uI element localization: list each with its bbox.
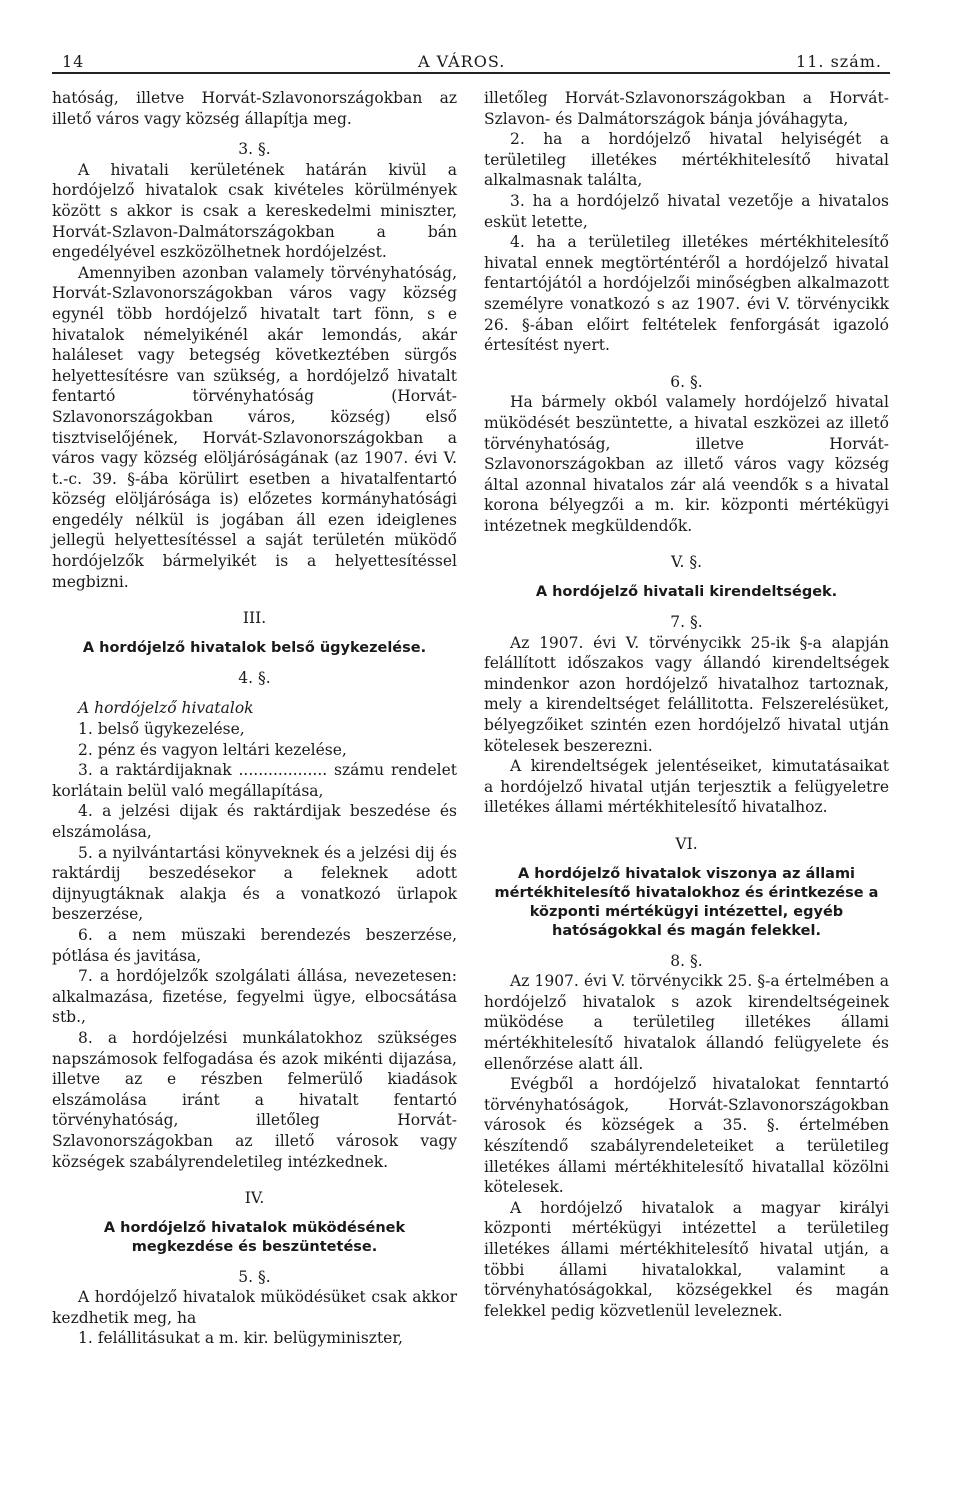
list-item-r2: 2. ha a hordójelző hivatal helyiségét a területileg illetékes mértékhitelesítő hivatal alkalmasnak találta, [484, 130, 889, 190]
left-column [52, 88, 457, 1349]
paragraph-8-3: A hordójelző hivatalok a magyar királyi központi mértékügyi intézettel a területileg illetékes állami mértékhitelesítő hivatal utján, a többi állami hivatalokkal, valamint a törvényhatóságokkal, községekkel és magán felekkel pedig közvetlenül leveleznek. [484, 1198, 889, 1320]
list-item-8: 8. a hordójelzési munkálatokhoz szükséges napszámosok felfogadása és azok mikénti dijazása, illetve az e részben felmerülő kiadások elszámolása iránt a hivatalt fentartó törvényhatóság, illetőleg Horvát-Szlavonországokban az illető városok vagy községek szabályrendeletileg intézkednek. [52, 1028, 457, 1171]
list-item-4: 4. a jelzési dijak és raktárdijak beszedése és elszámolása, [52, 802, 457, 841]
list-lead: A hordójelző hivatalok [78, 699, 254, 718]
paragraph-5-1: A hordójelző hivatalok müködésüket csak akkor kezdhetik meg, ha [52, 1288, 457, 1327]
chapter-heading-6: A hordójelző hivatalok viszonya az állami mértékhitelesítő hivatalokhoz és érintkezése a központi mértékügyi intézettel, egyéb hatóságokkal és magán felekkel. [494, 865, 879, 939]
page-number: 14 [62, 52, 85, 71]
paragraph-6: Ha bármely okból valamely hordójelző hivatal müködését beszüntette, a hivatal eszközei az illető törvényhatóság, illetve Horvát-Szlavonországokban az illető város vagy község által azonnal hivatalos zár alá veendők s a hivatal korona bélyegzői a m. kir. központi mértékügyi intézetnek megküldendők. [484, 393, 889, 535]
section-mark-8: 8. §. [670, 951, 703, 970]
section-mark-5: 5. §. [238, 1267, 271, 1286]
list-item-7: 7. a hordójelzők szolgálati állása, nevezetesen: alkalmazása, fizetése, fegyelmi ügye, elbocsátása stb., [52, 967, 457, 1027]
right-column [484, 88, 889, 1321]
section-mark-4: 4. §. [238, 668, 271, 687]
header-rule [52, 72, 890, 74]
list-item-5: 5. a nyilvántartási könyveknek és a jelzési dij és raktárdij beszedésekor a feleknek adott dijnyugtáknak alakja és a vonatkozó ürlapok beszerzése, [52, 843, 457, 924]
list-item-3: 3. a raktárdijaknak .................. számu rendelet korlátain belül való megállapítása, [52, 761, 457, 800]
paragraph-7-2: A kirendeltségek jelentéseiket, kimutatásaikat a hordójelző hivatal utján terjesztik a felügyeletre illetékes állami mértékhitelesítő hivatalhoz. [484, 757, 889, 817]
paragraph-8-1: Az 1907. évi V. törvénycikk 25. §-a értelmében a hordójelző hivatalok s azok kirendeltségeinek müködése a területileg illetékes állami mértékhitelesítő hivatalok állandó felügyelete és ellenőrzése alatt áll. [484, 972, 889, 1073]
paragraph-continued: hatóság, illetve Horvát-Szlavonországokban az illető város vagy község állapítja meg. [52, 89, 457, 128]
list-item-r4: 4. ha a területileg illetékes mértékhitelesítő hivatal ennek megtörténtéről a hordójelző hivatal fentartójától a hordójelzői minőségben alkalmazott személyre vonatkozó s az 1907. évi V. törvénycikk 26. §-ában előirt feltételek fenforgását igazoló értesítést nyert. [484, 233, 889, 355]
list-item-2: 2. pénz és vagyon leltári kezelése, [78, 740, 347, 759]
paragraph-continued-right: illetőleg Horvát-Szlavonországokban a Horvát-Szlavon- és Dalmátországok bánja jóváhagyta, [484, 89, 889, 128]
list-item-r3: 3. ha a hordójelző hivatal vezetője a hivatalos esküt letette, [484, 191, 889, 231]
chapter-numeral-5: V. §. [670, 553, 702, 572]
paragraph-7-1: Az 1907. évi V. törvénycikk 25-ik §-a alapján felállított időszakos vagy állandó kirendeltségek mindenkor azon hordójelző hivatalhoz tartoznak, mely a kirendeltséget felállitotta. Felszerelésüket, bélyegzőiket szintén ezen hordójelző hivatal utján kötelesek beszerezni. [484, 633, 889, 755]
publication-title: A VÁROS. [418, 52, 506, 71]
chapter-heading-4: A hordójelző hivatalok müködésének megkezdése és beszüntetése. [103, 1219, 406, 1255]
issue-number: 11. szám. [796, 52, 882, 71]
list-item-1: 1. belső ügykezelése, [78, 720, 245, 739]
section-mark-6: 6. §. [670, 372, 703, 391]
paragraph-3-2: Amennyiben azonban valamely törvényhatóság, Horvát-Szlavonországokban város vagy község egynél több hordójelző hivatalt tart fönn, s e hivatalok némelyikénél akár lemondás, akár haláleset vagy betegség következtében sürgős helyettesítésre van szükség, a hordójelző hivatalt fentartó törvényhatóság (Horvát-Szlavonországokban város, község) első tisztviselőjének, Horvát-Szlavonországokban a város vagy község elöljáróságának (az 1907. évi V. t.-c. 39. §-ába körülirt esetben a hivatalfentartó község elöljárósága is) előzetes kormányhatósági engedély nélkül is jogában áll ezen ideiglenes jellegü helyettesítéssel a saját területén müködő hordójelzők bármelyikét is a helyettesítéssel megbizni. [52, 263, 457, 591]
chapter-heading-5: A hordójelző hivatali kirendeltségek. [535, 584, 838, 601]
chapter-heading-3: A hordójelző hivatalok belső ügykezelése. [82, 639, 427, 656]
list-item-5-1: 1. felállitásukat a m. kir. belügyminiszter, [78, 1329, 403, 1348]
section-mark-3: 3. §. [238, 140, 271, 159]
section-mark-7: 7. §. [670, 613, 703, 632]
page-header [58, 52, 890, 72]
chapter-numeral-3: III. [242, 609, 267, 628]
paragraph-8-2: Evégből a hordójelző hivatalokat fenntartó törvényhatóságok, Horvát-Szlavonországokban városok és községek a 35. §. értelmében készítendő szabályrendeleteiket a területileg illetékes állami mértékhitelesítő hivatallal közölni kötelesek. [484, 1075, 889, 1197]
chapter-numeral-6: VI. [675, 835, 698, 853]
paragraph-3-1: A hivatali kerületének határán kivül a hordójelző hivatalok csak kivételes körülmények között s akkor is csak a kereskedelmi miniszter, Horvát-Szlavon-Dalmátországokban a bán engedélyével eszközölhetnek hordójelzést. [52, 160, 457, 262]
list-item-6: 6. a nem müszaki berendezés beszerzése, pótlása és javitása, [52, 925, 457, 965]
chapter-numeral-4: IV. [244, 1189, 265, 1208]
